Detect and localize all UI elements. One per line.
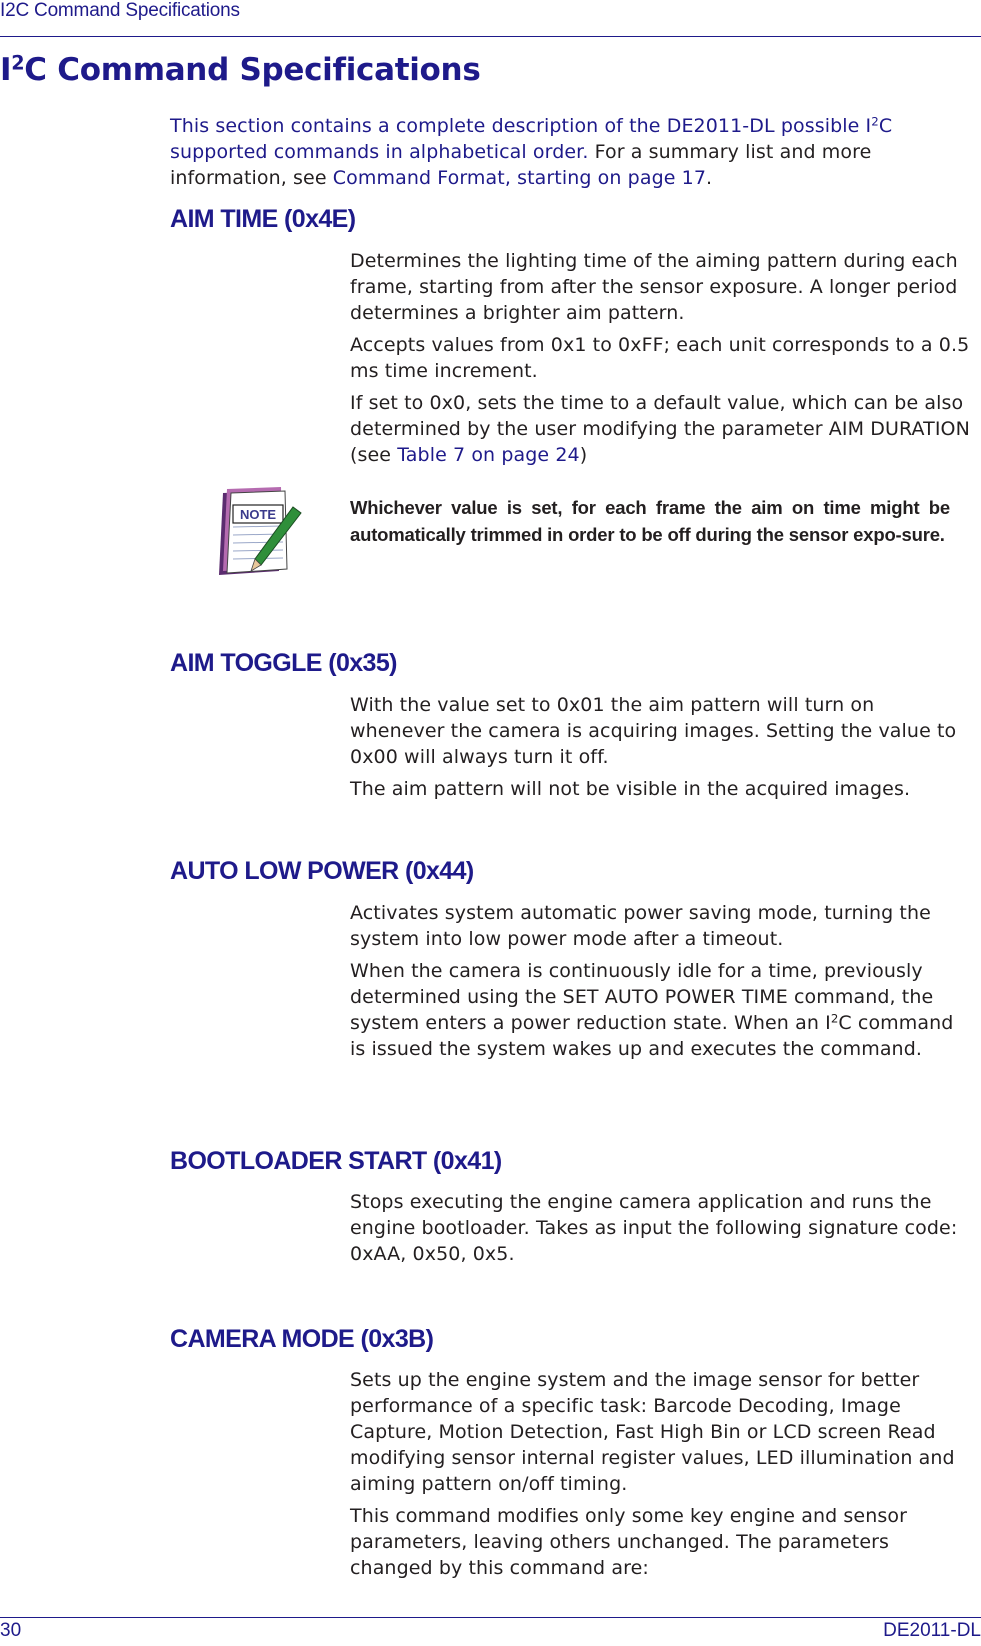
table-7-link[interactable]: Table 7 on page 24 xyxy=(397,444,580,466)
aim-toggle-body xyxy=(350,692,970,808)
aim-time-p2: Accepts values from 0x1 to 0xFF; each unit corresponds to a 0.5 ms time increment. xyxy=(350,334,970,382)
aim-time-body xyxy=(350,248,970,474)
auto-low-power-p1: Activates system automatic power saving mode, turning the system into low power mode after a timeout. xyxy=(350,902,931,950)
camera-mode-body xyxy=(350,1367,970,1587)
header-rule xyxy=(0,36,981,37)
intro-paragraph xyxy=(170,113,980,191)
bootloader-start-heading: BOOTLOADER START (0x41) xyxy=(170,1147,502,1175)
note-icon-label: NOTE xyxy=(239,507,277,522)
aim-toggle-p1: With the value set to 0x01 the aim pattern will turn on whenever the camera is acquiring images. Setting the value to 0x00 will always turn it off. xyxy=(350,694,957,768)
camera-mode-heading: CAMERA MODE (0x3B) xyxy=(170,1325,434,1353)
auto-low-power-body xyxy=(350,900,970,1068)
auto-low-power-p2 xyxy=(350,958,970,1062)
intro-part4: . xyxy=(706,167,713,189)
command-format-link[interactable]: Command Format, starting on page 17 xyxy=(332,167,707,189)
auto-low-power-superscript: 2 xyxy=(830,1011,839,1026)
intro-part2: C supported commands in alphabetical order. xyxy=(170,115,893,163)
intro-part3: For a summary list and more information, see xyxy=(170,141,872,189)
title-prefix: I xyxy=(0,52,12,88)
aim-time-p1: Determines the lighting time of the aiming pattern during each frame, starting from after the sensor exposure. A longer period determines a brighter aim pattern. xyxy=(350,250,958,324)
aim-time-p3-end: ) xyxy=(579,444,588,466)
title-rest: C Command Specifications xyxy=(24,52,481,88)
running-head: I2C Command Specifications xyxy=(0,0,240,21)
intro-superscript: 2 xyxy=(871,114,879,129)
auto-low-power-p2-b: C command is issued the system wakes up and executes the command. xyxy=(350,1012,954,1060)
aim-time-heading: AIM TIME (0x4E) xyxy=(170,205,356,233)
title-superscript: 2 xyxy=(11,51,25,75)
page-number: 30 xyxy=(0,1620,22,1641)
note-icon xyxy=(217,485,307,580)
aim-time-note: Whichever value is set, for each frame the aim on time might be automatically trimmed in order to be off during the sensor expo-sure. xyxy=(350,497,950,545)
aim-time-p3-text: If set to 0x0, sets the time to a default value, which can be also determined by the user modifying the parameter AIM DURATION (see xyxy=(350,392,970,466)
auto-low-power-heading: AUTO LOW POWER (0x44) xyxy=(170,857,474,885)
aim-time-p3 xyxy=(350,390,970,468)
document-name: DE2011-DL xyxy=(883,1620,981,1641)
page-title xyxy=(0,52,480,88)
auto-low-power-p2-a: When the camera is continuously idle for a time, previously determined using the SET AUTO POWER TIME command, the system enters a power reduction state. When an I xyxy=(350,960,934,1034)
camera-mode-p1: Sets up the engine system and the image sensor for better performance of a specific task: Barcode Decoding, Image Capture, Motion Detection, Fast High Bin or LCD screen Read modifying sensor internal register values, LED illumination and aiming pattern on/off timing. xyxy=(350,1369,955,1495)
aim-toggle-p2: The aim pattern will not be visible in the acquired images. xyxy=(350,778,911,800)
camera-mode-p2: This command modifies only some key engine and sensor parameters, leaving others unchanged. The parameters changed by this command are: xyxy=(350,1505,907,1579)
intro-part1: This section contains a complete description of the DE2011-DL possible I xyxy=(170,115,872,137)
bootloader-start-body xyxy=(350,1189,970,1273)
footer-rule xyxy=(0,1617,981,1618)
aim-toggle-heading: AIM TOGGLE (0x35) xyxy=(170,649,397,677)
bootloader-start-p1: Stops executing the engine camera application and runs the engine bootloader. Takes as input the following signature code: 0xAA, 0x50, 0x5. xyxy=(350,1191,958,1265)
